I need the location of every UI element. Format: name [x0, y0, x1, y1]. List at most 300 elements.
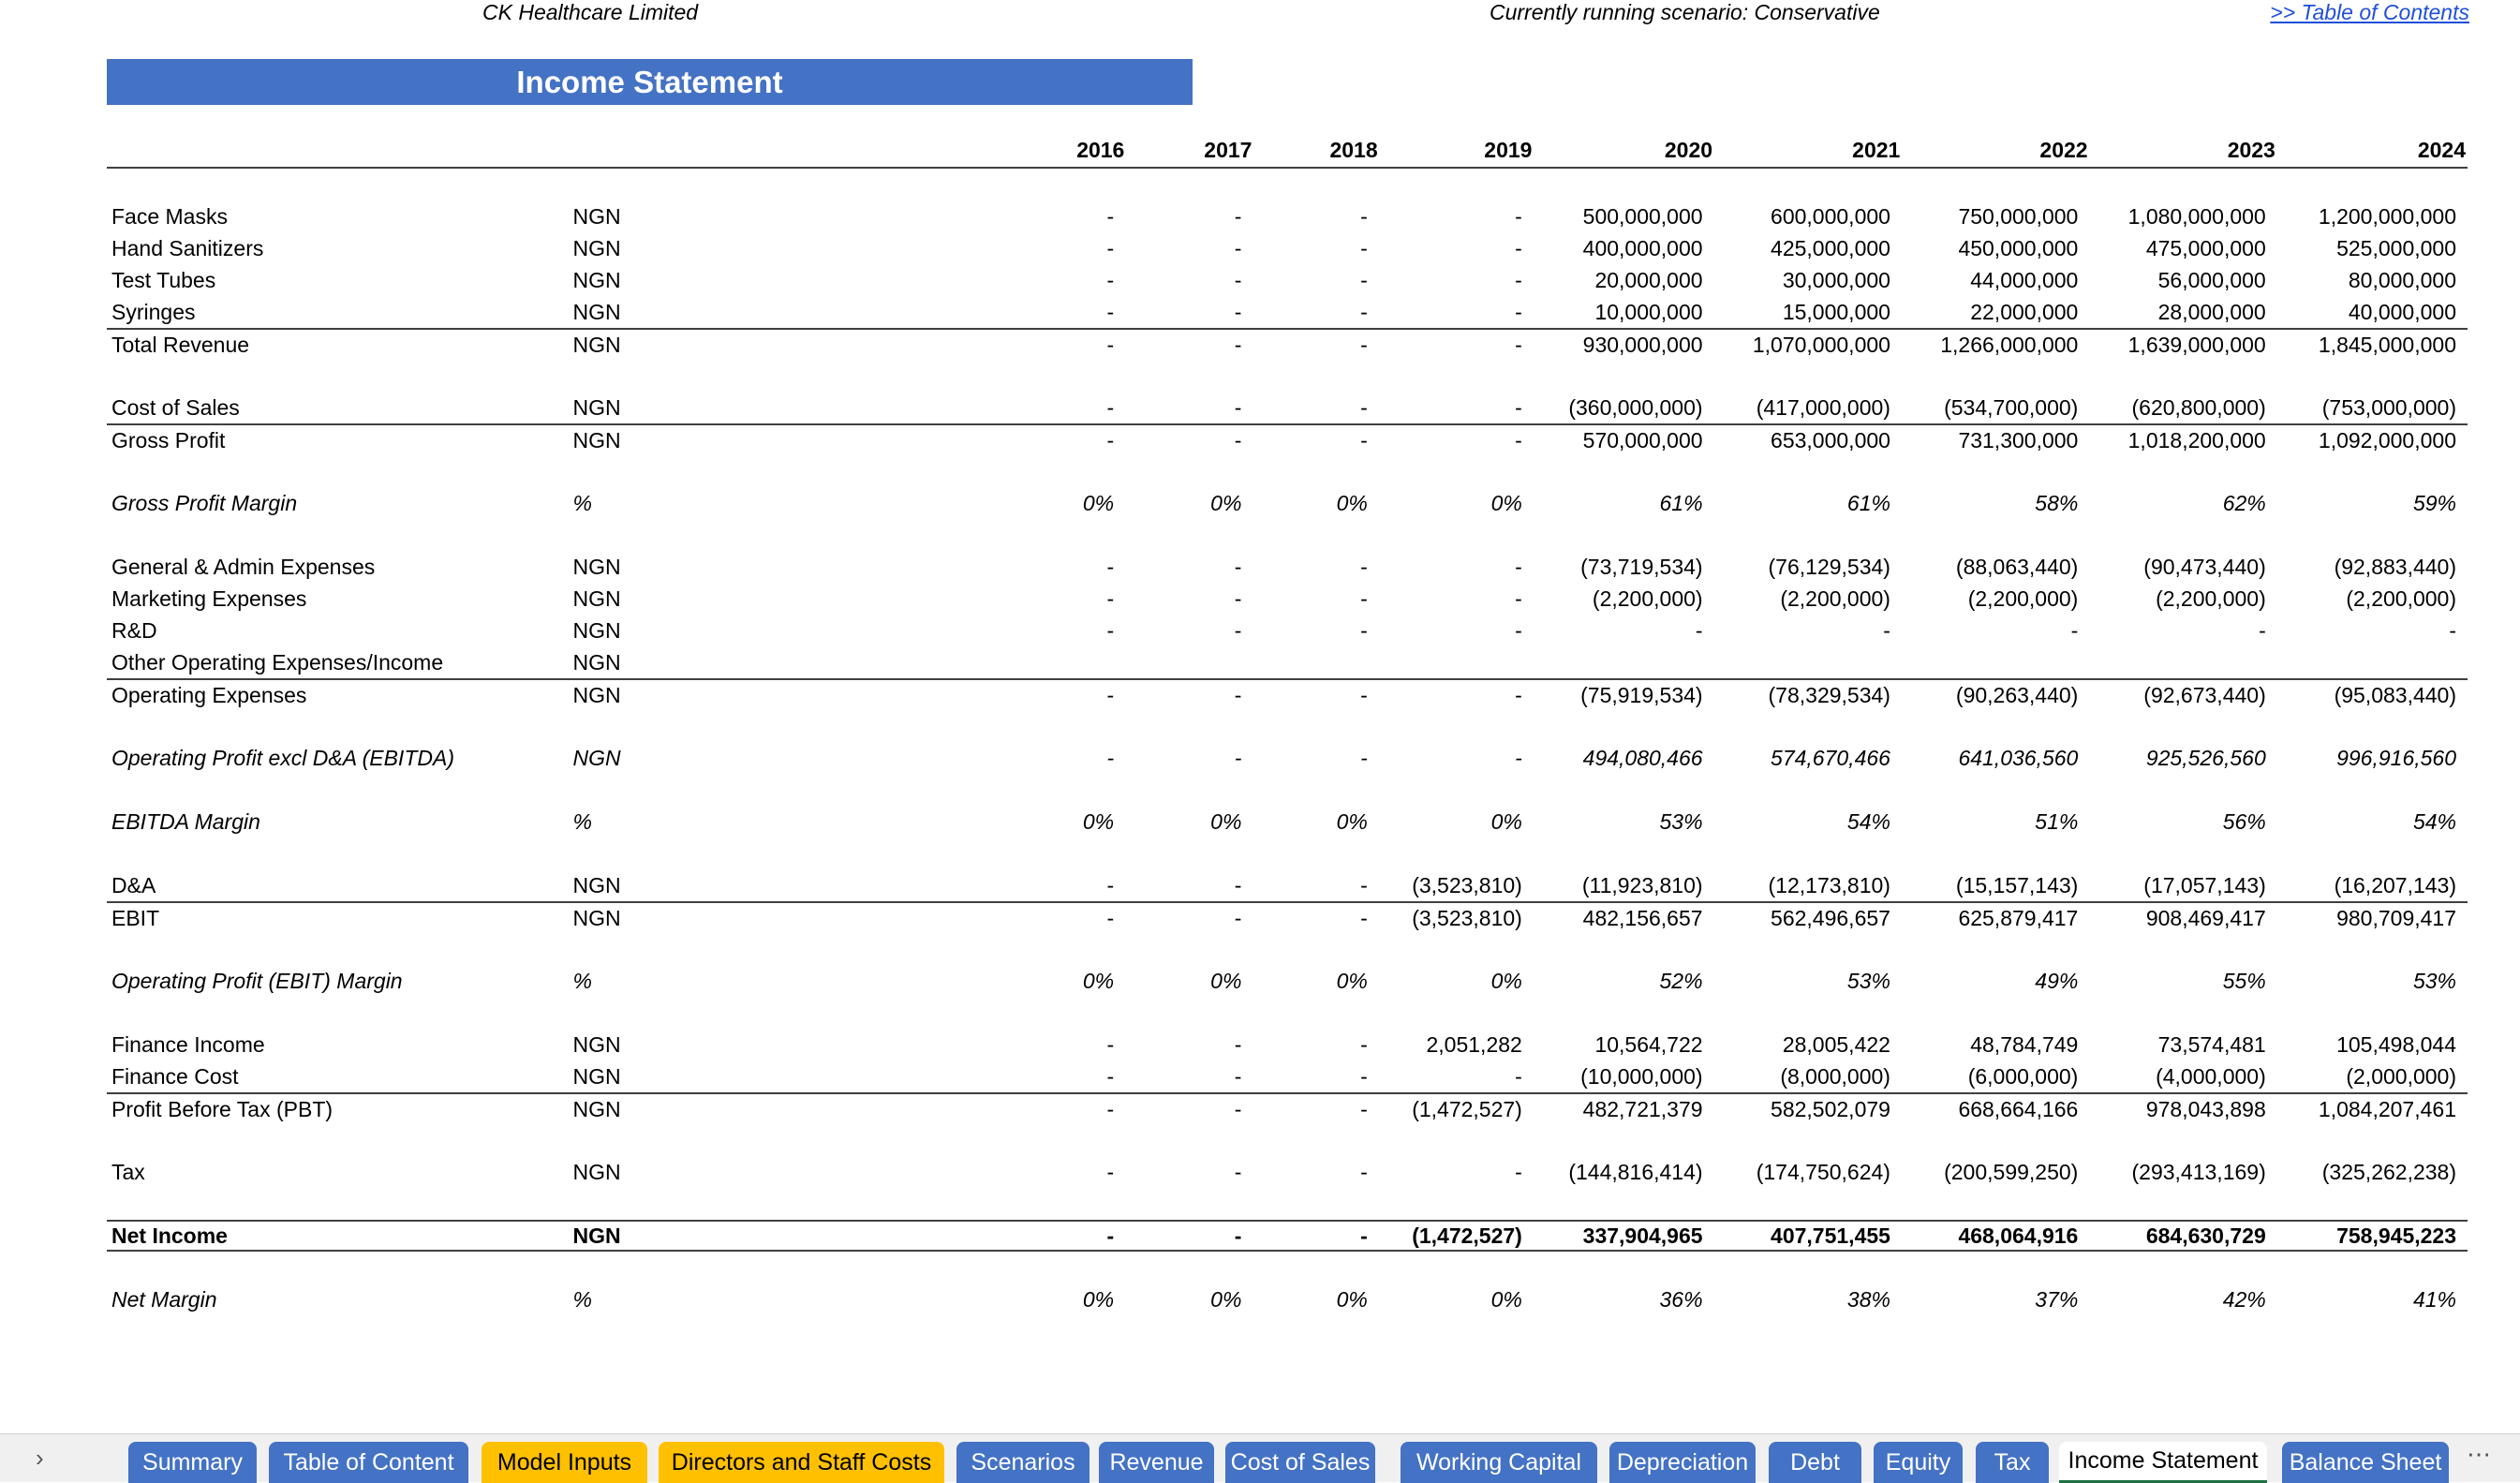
statement-rows — [107, 200, 2468, 1315]
row-unit[interactable]: NGN — [572, 905, 621, 930]
value-cell[interactable]: - — [1234, 1063, 1242, 1089]
table-of-contents-link[interactable]: >> Table of Contents — [2270, 0, 2469, 24]
value-cell[interactable]: - — [1234, 1031, 1242, 1057]
value-cell[interactable]: 0% — [1336, 808, 1368, 834]
value-cell[interactable]: 28,000,000 — [2157, 299, 2266, 324]
sheet-tab[interactable]: Directors and Staff Costs — [659, 1442, 944, 1483]
value-cell[interactable]: - — [1515, 682, 1522, 707]
value-cell[interactable]: (293,413,169) — [2131, 1159, 2266, 1184]
value-cell[interactable]: - — [1883, 617, 1890, 643]
value-cell[interactable]: - — [1106, 1063, 1115, 1089]
year-header[interactable]: 2020 — [1664, 137, 1713, 162]
value-cell[interactable]: 40,000,000 — [2348, 299, 2456, 324]
value-cell[interactable]: - — [1360, 682, 1368, 707]
value-cell[interactable]: 1,018,200,000 — [2127, 427, 2266, 452]
value-cell[interactable]: - — [1106, 554, 1115, 579]
value-cell[interactable]: - — [2070, 617, 2079, 643]
row-label[interactable]: Net Income — [111, 1223, 228, 1248]
value-cell[interactable]: 0% — [1082, 1286, 1115, 1312]
value-cell[interactable]: 562,496,657 — [1771, 905, 1890, 930]
row-unit[interactable]: NGN — [572, 1223, 621, 1248]
spacer-row — [107, 455, 2468, 487]
row-label[interactable]: Operating Profit excl D&A (EBITDA) — [111, 745, 454, 770]
sheet-tab[interactable]: Debt — [1769, 1442, 1861, 1483]
year-header[interactable]: 2017 — [1204, 137, 1253, 162]
value-cell[interactable]: (8,000,000) — [1780, 1063, 1890, 1089]
value-cell[interactable]: (2,200,000) — [1967, 586, 2079, 611]
spacer-row — [107, 774, 2468, 806]
value-cell[interactable]: - — [1234, 299, 1242, 324]
sheet-tab-bar — [0, 1433, 2520, 1482]
value-cell[interactable]: 15,000,000 — [1782, 299, 1890, 324]
value-cell[interactable]: (88,063,440) — [1955, 554, 2079, 579]
sheet-tab[interactable]: Table of Content — [269, 1442, 468, 1483]
value-cell[interactable]: 980,709,417 — [2336, 905, 2456, 930]
row-unit[interactable]: NGN — [572, 1063, 621, 1089]
value-cell[interactable]: 600,000,000 — [1771, 203, 1890, 229]
value-cell[interactable]: 570,000,000 — [1582, 427, 1703, 452]
row-unit[interactable]: NGN — [572, 682, 621, 707]
value-cell[interactable]: 0% — [1490, 490, 1522, 515]
value-cell[interactable]: - — [1106, 332, 1115, 357]
year-header[interactable]: 2021 — [1852, 137, 1901, 162]
value-cell[interactable]: 908,469,417 — [2145, 905, 2266, 930]
table-row — [107, 678, 2468, 710]
value-cell[interactable]: 0% — [1210, 808, 1242, 834]
value-cell[interactable]: - — [1234, 332, 1242, 357]
value-cell[interactable]: - — [1106, 235, 1115, 260]
value-cell[interactable]: 80,000,000 — [2348, 267, 2456, 292]
row-label[interactable]: Other Operating Expenses/Income — [111, 649, 444, 675]
value-cell[interactable]: - — [1360, 1031, 1368, 1057]
value-cell[interactable]: 37% — [2035, 1286, 2079, 1312]
value-cell[interactable]: 731,300,000 — [1958, 427, 2079, 452]
value-cell[interactable]: (360,000,000) — [1568, 394, 1703, 420]
value-cell[interactable]: 0% — [1490, 1286, 1522, 1312]
value-cell[interactable]: (12,173,810) — [1768, 872, 1890, 897]
value-cell[interactable]: 930,000,000 — [1582, 332, 1703, 357]
sheet-tab[interactable]: Working Capital — [1401, 1442, 1597, 1483]
value-cell[interactable]: (90,263,440) — [1955, 682, 2079, 707]
value-cell[interactable]: - — [1360, 267, 1368, 292]
value-cell[interactable]: - — [1234, 554, 1242, 579]
row-label[interactable]: Test Tubes — [111, 267, 216, 292]
value-cell[interactable]: (73,719,534) — [1580, 554, 1703, 579]
row-unit[interactable]: % — [572, 808, 592, 834]
row-unit[interactable]: NGN — [572, 267, 621, 292]
value-cell[interactable]: 582,502,079 — [1771, 1096, 1890, 1121]
value-cell[interactable]: (2,200,000) — [2346, 586, 2456, 611]
row-unit[interactable]: NGN — [572, 332, 621, 357]
value-cell[interactable]: 1,639,000,000 — [2127, 332, 2266, 357]
row-unit[interactable]: NGN — [572, 586, 621, 611]
value-cell[interactable]: (92,673,440) — [2143, 682, 2266, 707]
value-cell[interactable]: 52% — [1659, 968, 1703, 993]
sheet-tab[interactable]: Scenarios — [956, 1442, 1090, 1483]
value-cell[interactable]: 0% — [1336, 1286, 1368, 1312]
row-unit[interactable]: NGN — [572, 427, 621, 452]
value-cell[interactable]: (2,000,000) — [2346, 1063, 2456, 1089]
value-cell[interactable]: 641,036,560 — [1958, 745, 2079, 770]
value-cell[interactable]: - — [1106, 586, 1115, 611]
value-cell[interactable]: 0% — [1210, 968, 1242, 993]
value-cell[interactable]: 53% — [2412, 968, 2456, 993]
value-cell[interactable]: (95,083,440) — [2334, 682, 2456, 707]
value-cell[interactable]: - — [1360, 203, 1368, 229]
value-cell[interactable]: 482,156,657 — [1582, 905, 1703, 930]
value-cell[interactable]: 0% — [1210, 1286, 1242, 1312]
value-cell[interactable]: 28,005,422 — [1782, 1031, 1890, 1057]
value-cell[interactable]: - — [1106, 1096, 1115, 1121]
row-label[interactable]: Gross Profit — [111, 427, 226, 452]
sheet-tab[interactable]: Tax — [1976, 1442, 2049, 1483]
row-unit[interactable]: NGN — [572, 1159, 621, 1184]
value-cell[interactable]: 53% — [1659, 808, 1703, 834]
value-cell[interactable]: 1,266,000,000 — [1940, 332, 2079, 357]
value-cell[interactable]: (325,262,238) — [2321, 1159, 2456, 1184]
row-label[interactable]: Cost of Sales — [111, 394, 240, 420]
row-label[interactable]: EBIT — [111, 905, 160, 930]
row-label[interactable]: Total Revenue — [111, 332, 250, 357]
value-cell[interactable]: - — [1515, 332, 1522, 357]
row-label[interactable]: Marketing Expenses — [111, 586, 307, 611]
value-cell[interactable]: - — [1106, 267, 1115, 292]
value-cell[interactable]: - — [1106, 427, 1115, 452]
more-options-icon[interactable]: ⋯ — [2467, 1440, 2491, 1468]
table-row — [107, 392, 2468, 423]
value-cell[interactable]: (75,919,534) — [1580, 682, 1703, 707]
value-cell[interactable]: 30,000,000 — [1782, 267, 1890, 292]
spacer-row — [107, 1188, 2468, 1220]
value-cell[interactable]: 10,564,722 — [1594, 1031, 1703, 1057]
value-cell[interactable]: (417,000,000) — [1756, 394, 1890, 420]
value-cell[interactable]: - — [1234, 427, 1242, 452]
value-cell[interactable]: 73,574,481 — [2157, 1031, 2266, 1057]
value-cell[interactable]: 56,000,000 — [2157, 267, 2266, 292]
sheet-tab[interactable]: Revenue — [1099, 1442, 1214, 1483]
row-label[interactable]: Tax — [111, 1159, 145, 1184]
row-unit[interactable]: % — [572, 968, 592, 993]
value-cell[interactable]: (3,523,810) — [1412, 905, 1522, 930]
value-cell[interactable]: 468,064,916 — [1958, 1223, 2079, 1248]
value-cell[interactable]: (2,200,000) — [1780, 586, 1890, 611]
value-cell[interactable]: - — [1515, 394, 1522, 420]
row-unit[interactable]: NGN — [572, 1096, 621, 1121]
value-cell[interactable]: - — [1515, 1159, 1522, 1184]
row-label[interactable]: Finance Cost — [111, 1063, 239, 1089]
table-row — [107, 1220, 2468, 1252]
value-cell[interactable]: - — [1106, 872, 1115, 897]
value-cell[interactable]: - — [1106, 394, 1115, 420]
value-cell[interactable]: - — [1360, 1063, 1368, 1089]
value-cell[interactable]: (10,000,000) — [1580, 1063, 1703, 1089]
value-cell[interactable]: 978,043,898 — [2145, 1096, 2266, 1121]
value-cell[interactable]: 0% — [1082, 490, 1115, 515]
value-cell[interactable]: 58% — [2035, 490, 2079, 515]
row-unit[interactable]: NGN — [572, 872, 621, 897]
value-cell[interactable]: - — [1106, 1031, 1115, 1057]
value-cell[interactable]: 400,000,000 — [1582, 235, 1703, 260]
spacer-row — [107, 997, 2468, 1029]
value-cell[interactable]: - — [1360, 299, 1368, 324]
value-cell[interactable]: - — [1360, 1223, 1368, 1248]
value-cell[interactable]: 574,670,466 — [1771, 745, 1890, 770]
value-cell[interactable]: 41% — [2412, 1286, 2456, 1312]
value-cell[interactable]: - — [1695, 617, 1703, 643]
table-row — [107, 200, 2468, 232]
row-unit[interactable]: NGN — [572, 394, 621, 420]
chevron-right-icon[interactable]: › — [36, 1444, 44, 1472]
value-cell[interactable]: - — [1234, 1096, 1242, 1121]
value-cell[interactable]: (1,472,527) — [1412, 1096, 1522, 1121]
sheet-tab[interactable]: Balance Sheet — [2282, 1442, 2449, 1483]
value-cell[interactable]: - — [1234, 1159, 1242, 1184]
value-cell[interactable]: 1,845,000,000 — [2318, 332, 2456, 357]
value-cell[interactable]: 653,000,000 — [1771, 427, 1890, 452]
value-cell[interactable]: 42% — [2222, 1286, 2266, 1312]
row-unit[interactable]: NGN — [572, 299, 621, 324]
row-unit[interactable]: % — [572, 490, 592, 515]
value-cell[interactable]: - — [1234, 745, 1242, 770]
row-unit[interactable]: NGN — [572, 617, 621, 643]
value-cell[interactable]: 1,084,207,461 — [2318, 1096, 2456, 1121]
value-cell[interactable]: 625,879,417 — [1958, 905, 2079, 930]
value-cell[interactable]: (17,057,143) — [2143, 872, 2266, 897]
value-cell[interactable]: 0% — [1082, 808, 1115, 834]
value-cell[interactable]: (4,000,000) — [2156, 1063, 2266, 1089]
value-cell[interactable]: 59% — [2412, 490, 2456, 515]
value-cell[interactable]: 38% — [1846, 1286, 1890, 1312]
value-cell[interactable]: 44,000,000 — [1970, 267, 2079, 292]
year-header-row — [107, 133, 2468, 169]
value-cell[interactable]: 750,000,000 — [1958, 203, 2079, 229]
value-cell[interactable]: 20,000,000 — [1594, 267, 1703, 292]
value-cell[interactable]: - — [1515, 554, 1522, 579]
value-cell[interactable]: - — [1234, 872, 1242, 897]
value-cell[interactable]: - — [1234, 394, 1242, 420]
row-label[interactable]: Face Masks — [111, 203, 228, 229]
value-cell[interactable]: 0% — [1210, 490, 1242, 515]
value-cell[interactable]: - — [1106, 1159, 1115, 1184]
row-label[interactable]: Operating Expenses — [111, 682, 307, 707]
value-cell[interactable]: - — [1515, 427, 1522, 452]
value-cell[interactable]: 0% — [1490, 968, 1522, 993]
value-cell[interactable]: 425,000,000 — [1771, 235, 1890, 260]
value-cell[interactable]: - — [1515, 203, 1522, 229]
value-cell[interactable]: - — [1106, 203, 1115, 229]
value-cell[interactable]: (1,472,527) — [1412, 1223, 1522, 1248]
value-cell[interactable]: - — [2259, 617, 2266, 643]
row-unit[interactable]: NGN — [572, 554, 621, 579]
row-unit[interactable]: NGN — [572, 235, 621, 260]
row-unit[interactable]: % — [572, 1286, 592, 1312]
scenario-indicator: Currently running scenario: Conservative — [1490, 0, 1880, 24]
value-cell[interactable]: - — [1234, 905, 1242, 930]
value-cell[interactable]: - — [2449, 617, 2456, 643]
sheet-tab[interactable]: Equity — [1874, 1442, 1963, 1483]
value-cell[interactable]: 407,751,455 — [1771, 1223, 1890, 1248]
value-cell[interactable]: - — [1360, 427, 1368, 452]
year-header[interactable]: 2022 — [2039, 137, 2088, 162]
value-cell[interactable]: - — [1360, 1096, 1368, 1121]
value-cell[interactable]: - — [1515, 299, 1522, 324]
value-cell[interactable]: - — [1515, 1063, 1522, 1089]
value-cell[interactable]: - — [1360, 235, 1368, 260]
value-cell[interactable]: 105,498,044 — [2336, 1031, 2456, 1057]
value-cell[interactable]: 49% — [2035, 968, 2079, 993]
table-row — [107, 551, 2468, 583]
value-cell[interactable]: 337,904,965 — [1582, 1223, 1703, 1248]
table-row — [107, 423, 2468, 455]
value-cell[interactable]: - — [1234, 203, 1242, 229]
value-cell[interactable]: 1,070,000,000 — [1752, 332, 1890, 357]
value-cell[interactable]: - — [1360, 394, 1368, 420]
row-label[interactable]: General & Admin Expenses — [111, 554, 376, 579]
value-cell[interactable]: 55% — [2222, 968, 2266, 993]
value-cell[interactable]: 10,000,000 — [1594, 299, 1703, 324]
row-label[interactable]: EBITDA Margin — [111, 808, 260, 834]
value-cell[interactable]: 996,916,560 — [2336, 745, 2456, 770]
value-cell[interactable]: 450,000,000 — [1958, 235, 2079, 260]
value-cell[interactable]: 758,945,223 — [2336, 1223, 2456, 1248]
year-header[interactable]: 2023 — [2227, 137, 2275, 162]
value-cell[interactable]: - — [1360, 586, 1368, 611]
value-cell[interactable]: 684,630,729 — [2145, 1223, 2266, 1248]
value-cell[interactable]: (76,129,534) — [1768, 554, 1890, 579]
value-cell[interactable]: 494,080,466 — [1582, 745, 1703, 770]
year-header[interactable]: 2016 — [1076, 137, 1125, 162]
value-cell[interactable]: 925,526,560 — [2145, 745, 2266, 770]
row-label[interactable]: D&A — [111, 872, 156, 897]
sheet-tab[interactable]: Depreciation — [1609, 1442, 1756, 1483]
value-cell[interactable]: (174,750,624) — [1756, 1159, 1890, 1184]
value-cell[interactable]: - — [1515, 586, 1522, 611]
value-cell[interactable]: (15,157,143) — [1955, 872, 2079, 897]
value-cell[interactable]: 61% — [1659, 490, 1703, 515]
value-cell[interactable]: - — [1360, 905, 1368, 930]
value-cell[interactable]: - — [1360, 617, 1368, 643]
row-label[interactable]: Gross Profit Margin — [111, 490, 298, 515]
table-row — [107, 1029, 2468, 1060]
value-cell[interactable]: (11,923,810) — [1581, 872, 1703, 897]
value-cell[interactable]: (200,599,250) — [1944, 1159, 2079, 1184]
sheet-tab[interactable]: Model Inputs — [482, 1442, 647, 1483]
value-cell[interactable]: 22,000,000 — [1970, 299, 2079, 324]
value-cell[interactable]: - — [1515, 745, 1522, 770]
value-cell[interactable]: - — [1106, 299, 1115, 324]
value-cell[interactable]: - — [1234, 1223, 1242, 1248]
row-unit[interactable]: NGN — [572, 203, 621, 229]
value-cell[interactable]: 0% — [1336, 968, 1368, 993]
value-cell[interactable]: - — [1515, 267, 1522, 292]
row-unit[interactable]: NGN — [572, 1031, 621, 1057]
value-cell[interactable]: 54% — [2412, 808, 2456, 834]
row-label[interactable]: Net Margin — [111, 1286, 217, 1312]
value-cell[interactable]: - — [1234, 617, 1242, 643]
value-cell[interactable]: 53% — [1846, 968, 1890, 993]
year-header[interactable]: 2019 — [1484, 137, 1533, 162]
row-label[interactable]: Finance Income — [111, 1031, 265, 1057]
value-cell[interactable]: 51% — [2035, 808, 2079, 834]
sheet-tab[interactable]: Cost of Sales — [1225, 1442, 1375, 1483]
value-cell[interactable]: - — [1515, 617, 1522, 643]
value-cell[interactable]: - — [1360, 1159, 1368, 1184]
value-cell[interactable]: - — [1515, 235, 1522, 260]
value-cell[interactable]: (2,200,000) — [1592, 586, 1703, 611]
value-cell[interactable]: - — [1106, 682, 1115, 707]
value-cell[interactable]: - — [1106, 745, 1115, 770]
value-cell[interactable]: 54% — [1846, 808, 1890, 834]
value-cell[interactable]: 482,721,379 — [1582, 1096, 1703, 1121]
table-row — [107, 1156, 2468, 1188]
value-cell[interactable]: (16,207,143) — [2334, 872, 2456, 897]
value-cell[interactable]: (6,000,000) — [1967, 1063, 2079, 1089]
value-cell[interactable]: 500,000,000 — [1582, 203, 1703, 229]
value-cell[interactable]: - — [1234, 235, 1242, 260]
value-cell[interactable]: 1,092,000,000 — [2318, 427, 2456, 452]
value-cell[interactable]: - — [1234, 586, 1242, 611]
row-unit[interactable]: NGN — [572, 649, 621, 675]
value-cell[interactable]: 2,051,282 — [1426, 1031, 1522, 1057]
value-cell[interactable]: 48,784,749 — [1970, 1031, 2079, 1057]
value-cell[interactable]: 0% — [1082, 968, 1115, 993]
row-label[interactable]: Syringes — [111, 299, 196, 324]
year-header[interactable]: 2018 — [1329, 137, 1378, 162]
row-unit[interactable]: NGN — [572, 745, 621, 770]
value-cell[interactable]: (2,200,000) — [2156, 586, 2266, 611]
value-cell[interactable]: - — [1360, 554, 1368, 579]
value-cell[interactable]: - — [1360, 872, 1368, 897]
year-header[interactable]: 2024 — [2417, 137, 2466, 162]
sheet-tab[interactable]: Income Statement — [2059, 1442, 2267, 1483]
value-cell[interactable]: 56% — [2222, 808, 2266, 834]
value-cell[interactable]: 1,080,000,000 — [2127, 203, 2266, 229]
sheet-tab[interactable]: Summary — [128, 1442, 257, 1483]
value-cell[interactable]: (3,523,810) — [1412, 872, 1522, 897]
value-cell[interactable]: 61% — [1846, 490, 1890, 515]
value-cell[interactable]: 0% — [1336, 490, 1368, 515]
value-cell[interactable]: (78,329,534) — [1768, 682, 1890, 707]
table-row — [107, 1283, 2468, 1315]
value-cell[interactable]: (534,700,000) — [1944, 394, 2079, 420]
value-cell[interactable]: 668,664,166 — [1958, 1096, 2079, 1121]
value-cell[interactable]: (90,473,440) — [2143, 554, 2266, 579]
value-cell[interactable]: (144,816,414) — [1568, 1159, 1703, 1184]
row-label[interactable]: Hand Sanitizers — [111, 235, 264, 260]
value-cell[interactable]: (620,800,000) — [2131, 394, 2266, 420]
value-cell[interactable]: - — [1360, 332, 1368, 357]
value-cell[interactable]: (753,000,000) — [2321, 394, 2456, 420]
value-cell[interactable]: 62% — [2222, 490, 2266, 515]
row-label[interactable]: Profit Before Tax (PBT) — [111, 1096, 334, 1121]
value-cell[interactable]: 475,000,000 — [2145, 235, 2266, 260]
value-cell[interactable]: (92,883,440) — [2334, 554, 2456, 579]
value-cell[interactable]: - — [1106, 617, 1115, 643]
value-cell[interactable]: - — [1106, 1223, 1115, 1248]
value-cell[interactable]: 36% — [1659, 1286, 1703, 1312]
value-cell[interactable]: 0% — [1490, 808, 1522, 834]
row-label[interactable]: Operating Profit (EBIT) Margin — [111, 968, 403, 993]
value-cell[interactable]: - — [1234, 682, 1242, 707]
value-cell[interactable]: 1,200,000,000 — [2318, 203, 2456, 229]
value-cell[interactable]: 525,000,000 — [2336, 235, 2456, 260]
value-cell[interactable]: - — [1360, 745, 1368, 770]
row-label[interactable]: R&D — [111, 617, 157, 643]
value-cell[interactable]: - — [1234, 267, 1242, 292]
value-cell[interactable]: - — [1106, 905, 1115, 930]
table-row — [107, 1060, 2468, 1092]
spacer-row — [107, 1252, 2468, 1283]
